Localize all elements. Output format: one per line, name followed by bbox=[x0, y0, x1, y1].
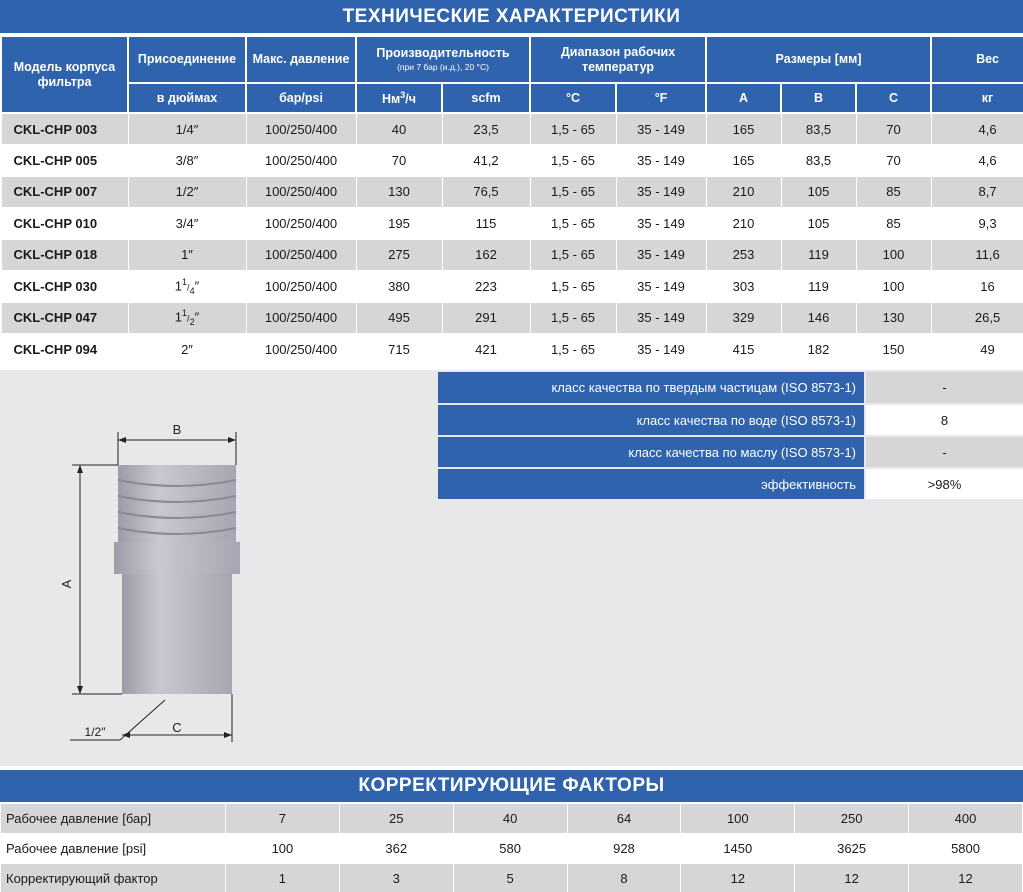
col-connection-header: Присоединение bbox=[128, 36, 246, 83]
factors-cell: 12 bbox=[909, 864, 1023, 892]
spec-row bbox=[1, 239, 1023, 271]
spec-row bbox=[1, 176, 1023, 208]
cell-b: 119 bbox=[781, 239, 856, 271]
factors-row-label: Корректирующий фактор bbox=[1, 864, 226, 892]
factors-cell: 100 bbox=[681, 804, 795, 834]
capacity-note: (при 7 бар (и.д.), 20 °С) bbox=[397, 61, 489, 72]
factors-cell: 8 bbox=[567, 864, 681, 892]
cell-pressure: 100/250/400 bbox=[246, 176, 356, 208]
cell-scfm: 291 bbox=[442, 302, 530, 334]
cell-conn: 3/8″ bbox=[128, 145, 246, 177]
cell-c: 85 bbox=[856, 208, 931, 240]
cell-scfm: 223 bbox=[442, 271, 530, 303]
cell-nm3: 380 bbox=[356, 271, 442, 303]
cell-a: 329 bbox=[706, 302, 781, 334]
cell-tc: 1,5 - 65 bbox=[530, 176, 616, 208]
cell-b: 105 bbox=[781, 208, 856, 240]
quality-label: класс качества по воде (ISO 8573-1) bbox=[438, 404, 865, 436]
cell-conn bbox=[128, 302, 246, 334]
cell-b: 83,5 bbox=[781, 113, 856, 145]
cell-model: CKL-CHP 010 bbox=[1, 208, 128, 240]
factors-row bbox=[1, 834, 1023, 864]
cell-tf: 35 - 149 bbox=[616, 302, 706, 334]
quality-label: эффективность bbox=[438, 468, 865, 500]
cell-tf: 35 - 149 bbox=[616, 208, 706, 240]
conn-conn_sup: 1 bbox=[182, 308, 188, 319]
cell-nm3: 495 bbox=[356, 302, 442, 334]
quality-row bbox=[438, 468, 1023, 500]
col-model-header: Модель корпуса фильтра bbox=[1, 36, 128, 113]
cell-tc: 1,5 - 65 bbox=[530, 208, 616, 240]
col-capacity-header bbox=[356, 36, 530, 83]
factors-cell: 580 bbox=[453, 834, 567, 864]
cell-tf: 35 - 149 bbox=[616, 113, 706, 145]
factors-cell: 7 bbox=[226, 804, 340, 834]
factors-title: КОРРЕКТИРУЮЩИЕ ФАКТОРЫ bbox=[0, 770, 1023, 802]
factors-cell: 362 bbox=[339, 834, 453, 864]
cell-a: 210 bbox=[706, 176, 781, 208]
filter-collar bbox=[114, 542, 240, 574]
cell-b: 182 bbox=[781, 334, 856, 366]
cell-tc: 1,5 - 65 bbox=[530, 334, 616, 366]
quality-label: класс качества по маслу (ISO 8573-1) bbox=[438, 436, 865, 468]
cell-scfm: 421 bbox=[442, 334, 530, 366]
spec-row bbox=[1, 302, 1023, 334]
cell-tc: 1,5 - 65 bbox=[530, 302, 616, 334]
unit-dim-a: A bbox=[706, 83, 781, 113]
label-b: B bbox=[172, 422, 182, 437]
factors-cell: 12 bbox=[681, 864, 795, 892]
cell-w: 26,5 bbox=[931, 302, 1023, 334]
cell-w: 9,3 bbox=[931, 208, 1023, 240]
quality-value: - bbox=[865, 436, 1023, 468]
cell-scfm: 162 bbox=[442, 239, 530, 271]
cell-tf: 35 - 149 bbox=[616, 145, 706, 177]
spec-table bbox=[0, 35, 1023, 366]
quality-value: 8 bbox=[865, 404, 1023, 436]
cell-conn bbox=[128, 271, 246, 303]
cell-nm3: 275 bbox=[356, 239, 442, 271]
cell-model: CKL-CHP 030 bbox=[1, 271, 128, 303]
unit-dim-c: C bbox=[856, 83, 931, 113]
factors-row bbox=[1, 804, 1023, 834]
cell-a: 165 bbox=[706, 113, 781, 145]
spec-row bbox=[1, 208, 1023, 240]
cell-conn: 1″ bbox=[128, 239, 246, 271]
conn-conn_sub: 2 bbox=[189, 317, 195, 328]
cell-w: 49 bbox=[931, 334, 1023, 366]
unit-bar-psi: бар/psi bbox=[246, 83, 356, 113]
cell-a: 165 bbox=[706, 145, 781, 177]
label-connection: 1/2″ bbox=[84, 725, 106, 739]
cell-conn: 1/2″ bbox=[128, 176, 246, 208]
cell-a: 415 bbox=[706, 334, 781, 366]
cell-nm3: 130 bbox=[356, 176, 442, 208]
cell-scfm: 41,2 bbox=[442, 145, 530, 177]
quality-value: - bbox=[865, 372, 1023, 404]
cell-scfm: 76,5 bbox=[442, 176, 530, 208]
factors-cell: 64 bbox=[567, 804, 681, 834]
unit-nm3-tail: /ч bbox=[405, 91, 417, 106]
factors-cell: 5800 bbox=[909, 834, 1023, 864]
cell-pressure: 100/250/400 bbox=[246, 302, 356, 334]
factors-cell: 25 bbox=[339, 804, 453, 834]
conn-conn_tail: ″ bbox=[194, 309, 200, 325]
cell-w: 11,6 bbox=[931, 239, 1023, 271]
factors-table bbox=[0, 803, 1023, 892]
cell-w: 4,6 bbox=[931, 145, 1023, 177]
conn-conn_sub: 4 bbox=[189, 285, 195, 296]
cell-conn: 1/4″ bbox=[128, 113, 246, 145]
cell-pressure: 100/250/400 bbox=[246, 239, 356, 271]
factors-row-label: Рабочее давление [бар] bbox=[1, 804, 226, 834]
factors-cell: 3 bbox=[339, 864, 453, 892]
col-pressure-header: Макс. давление bbox=[246, 36, 356, 83]
unit-inches: в дюймах bbox=[128, 83, 246, 113]
cell-a: 303 bbox=[706, 271, 781, 303]
cell-tf: 35 - 149 bbox=[616, 239, 706, 271]
page-title: ТЕХНИЧЕСКИЕ ХАРАКТЕРИСТИКИ bbox=[0, 0, 1023, 33]
cell-tc: 1,5 - 65 bbox=[530, 271, 616, 303]
factors-cell: 400 bbox=[909, 804, 1023, 834]
col-dims-header: Размеры [мм] bbox=[706, 36, 931, 83]
unit-nm3 bbox=[356, 83, 442, 113]
unit-celsius: °С bbox=[530, 83, 616, 113]
quality-row bbox=[438, 404, 1023, 436]
cell-b: 105 bbox=[781, 176, 856, 208]
cell-w: 16 bbox=[931, 271, 1023, 303]
quality-table bbox=[438, 372, 1023, 501]
cell-tc: 1,5 - 65 bbox=[530, 239, 616, 271]
cell-pressure: 100/250/400 bbox=[246, 113, 356, 145]
cell-pressure: 100/250/400 bbox=[246, 334, 356, 366]
col-weight-header: Вес bbox=[931, 36, 1023, 83]
factors-cell: 1 bbox=[226, 864, 340, 892]
cell-pressure: 100/250/400 bbox=[246, 145, 356, 177]
cell-tf: 35 - 149 bbox=[616, 334, 706, 366]
cell-conn: 2″ bbox=[128, 334, 246, 366]
cell-scfm: 115 bbox=[442, 208, 530, 240]
cell-scfm: 23,5 bbox=[442, 113, 530, 145]
cell-nm3: 70 bbox=[356, 145, 442, 177]
factors-cell: 40 bbox=[453, 804, 567, 834]
unit-nm3-base: Нм bbox=[381, 91, 401, 106]
cell-nm3: 40 bbox=[356, 113, 442, 145]
cell-b: 83,5 bbox=[781, 145, 856, 177]
factors-cell: 12 bbox=[795, 864, 909, 892]
unit-kg: кг bbox=[931, 83, 1023, 113]
cell-model: CKL-CHP 003 bbox=[1, 113, 128, 145]
cell-w: 8,7 bbox=[931, 176, 1023, 208]
cell-model: CKL-CHP 018 bbox=[1, 239, 128, 271]
cell-model: CKL-CHP 007 bbox=[1, 176, 128, 208]
conn-conn_sup: 1 bbox=[182, 276, 188, 287]
quality-row bbox=[438, 436, 1023, 468]
factors-cell: 100 bbox=[226, 834, 340, 864]
fraction-slash: / bbox=[187, 313, 190, 324]
cell-b: 119 bbox=[781, 271, 856, 303]
conn-conn_tail: ″ bbox=[194, 278, 200, 294]
cell-c: 100 bbox=[856, 271, 931, 303]
cell-nm3: 195 bbox=[356, 208, 442, 240]
quality-label: класс качества по твердым частицам (ISO 8573-1) bbox=[438, 372, 865, 404]
cell-a: 210 bbox=[706, 208, 781, 240]
filter-drawing bbox=[0, 370, 438, 766]
quality-value: >98% bbox=[865, 468, 1023, 500]
cell-b: 146 bbox=[781, 302, 856, 334]
cell-pressure: 100/250/400 bbox=[246, 208, 356, 240]
cell-pressure: 100/250/400 bbox=[246, 271, 356, 303]
cell-model: CKL-CHP 047 bbox=[1, 302, 128, 334]
factors-cell: 5 bbox=[453, 864, 567, 892]
spec-row bbox=[1, 334, 1023, 366]
spec-row bbox=[1, 271, 1023, 303]
cell-model: CKL-CHP 094 bbox=[1, 334, 128, 366]
cell-c: 130 bbox=[856, 302, 931, 334]
cell-c: 85 bbox=[856, 176, 931, 208]
factors-cell: 1450 bbox=[681, 834, 795, 864]
conn-conn_whole: 1 bbox=[174, 309, 183, 325]
col-temp-header: Диапазон рабочих температур bbox=[530, 36, 706, 83]
spec-row bbox=[1, 113, 1023, 145]
conn-conn_whole: 1 bbox=[174, 278, 183, 294]
cell-nm3: 715 bbox=[356, 334, 442, 366]
unit-scfm: scfm bbox=[442, 83, 530, 113]
factors-row-label: Рабочее давление [psi] bbox=[1, 834, 226, 864]
cell-c: 100 bbox=[856, 239, 931, 271]
cell-c: 70 bbox=[856, 113, 931, 145]
cell-w: 4,6 bbox=[931, 113, 1023, 145]
label-c: C bbox=[172, 720, 182, 735]
cell-conn: 3/4″ bbox=[128, 208, 246, 240]
cell-c: 70 bbox=[856, 145, 931, 177]
capacity-title: Производительность bbox=[376, 46, 510, 61]
cell-a: 253 bbox=[706, 239, 781, 271]
factors-cell: 928 bbox=[567, 834, 681, 864]
cell-c: 150 bbox=[856, 334, 931, 366]
label-a: A bbox=[59, 579, 74, 589]
filter-bowl bbox=[122, 574, 232, 694]
cell-tc: 1,5 - 65 bbox=[530, 145, 616, 177]
spec-row bbox=[1, 145, 1023, 177]
cell-tc: 1,5 - 65 bbox=[530, 113, 616, 145]
unit-dim-b: B bbox=[781, 83, 856, 113]
fraction-slash: / bbox=[187, 282, 190, 293]
factors-cell: 3625 bbox=[795, 834, 909, 864]
quality-row bbox=[438, 372, 1023, 404]
unit-nm3-sup: 3 bbox=[400, 89, 406, 100]
cell-tf: 35 - 149 bbox=[616, 271, 706, 303]
factors-row bbox=[1, 864, 1023, 892]
factors-cell: 250 bbox=[795, 804, 909, 834]
cell-tf: 35 - 149 bbox=[616, 176, 706, 208]
cell-model: CKL-CHP 005 bbox=[1, 145, 128, 177]
unit-fahrenheit: °F bbox=[616, 83, 706, 113]
